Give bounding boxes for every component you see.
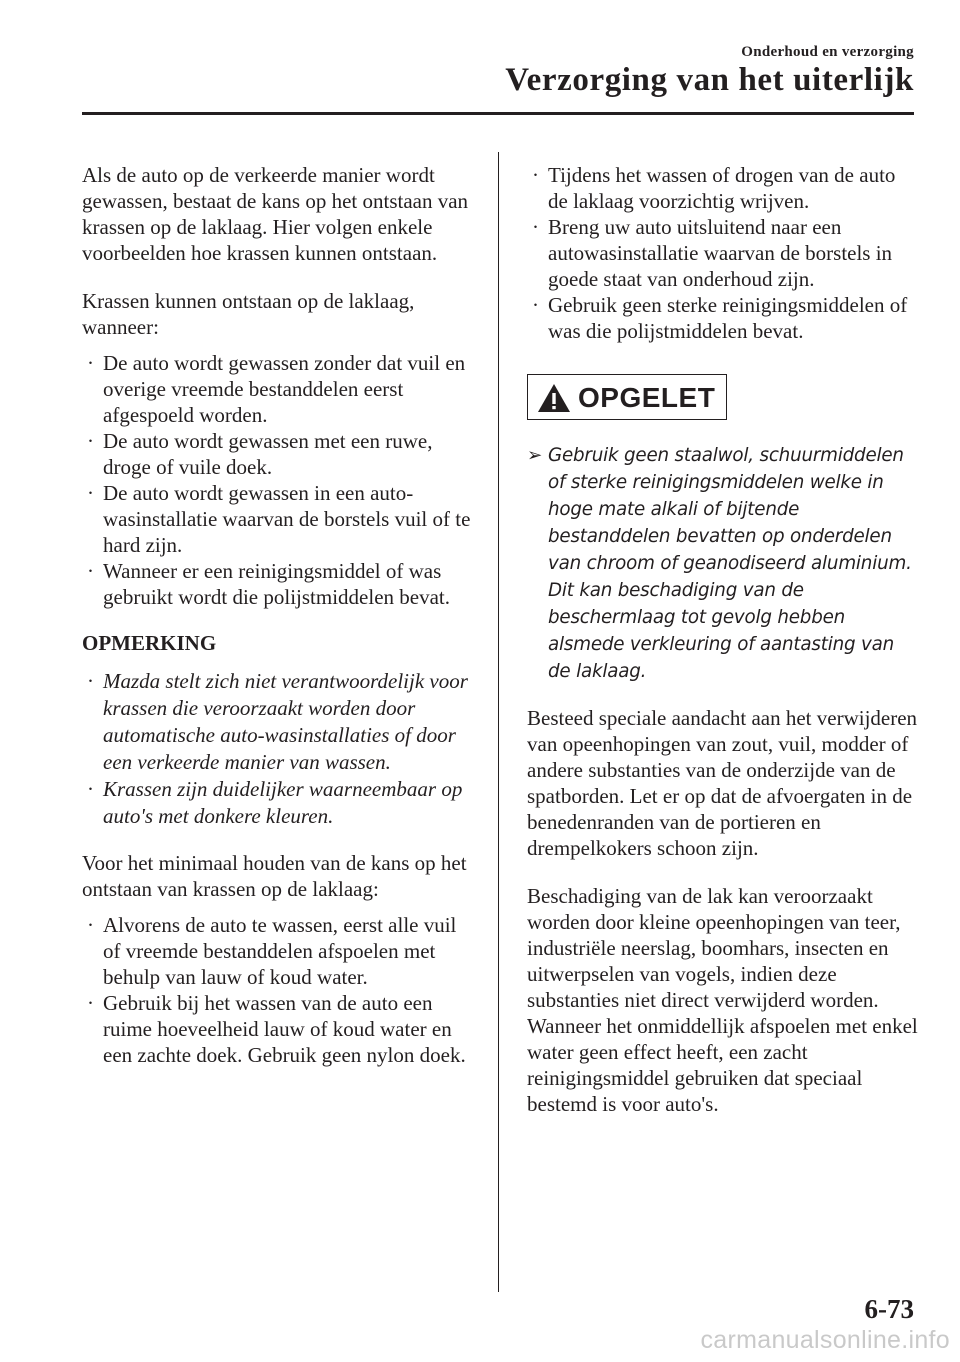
bullet-icon: · [87,481,94,505]
paint-damage-paragraph: Beschadiging van de lak kan veroorzaakt worden door kleine opeenhopingen van teer, industriële neerslag, boomhars, insecten en uitwerpselen van vogels, indien deze substanties niet direct verwijderd worden. Wanneer het onmiddellijk afspoelen met enkel water geen effect heeft, een zacht reinigingsmiddel gebruiken dat speciaal bestemd is voor auto's. [527,884,918,1116]
minimize-list [82,912,474,1068]
bullet-icon: · [87,777,94,801]
bullet-icon: · [87,559,94,583]
bullet-icon: · [87,669,94,693]
left-column [82,162,474,1088]
underbody-paragraph: Besteed speciale aandacht aan het verwijderen van opeenhopingen van zout, vuil, modder of andere substanties van de onderzijde van de spatborden. Let er op dat de afvoergaten in de benedenranden van de portieren en drempelkokers schoon zijn. [527,706,918,860]
list-item: · De auto wordt gewassen met een ruwe, droge of vuile doek. [87,429,433,479]
list-item: · De auto wordt gewassen in een auto-wasinstallatie waarvan de borstels vuil of te hard zijn. [87,481,471,557]
list-item: · Gebruik bij het wassen van de auto een ruime hoeveelheid lauw of koud water en een zachte doek. Gebruik geen nylon doek. [87,991,466,1067]
intro-paragraph: Als de auto op de verkeerde manier wordt gewassen, bestaat de kans op het ontstaan van krassen op de laklaag. Hier volgen enkele voorbeelden hoe krassen kunnen ontstaan. [82,163,469,265]
bullet-icon: · [87,351,94,375]
warning-triangle-icon [537,383,571,413]
bullet-icon: · [87,991,94,1015]
arrow-bullet-icon: ➢ [527,445,543,466]
minimize-paragraph: Voor het minimaal houden van de kans op het ontstaan van krassen op de laklaag: [82,851,467,901]
list-item: · Gebruik geen sterke reinigingsmiddelen of was die polijstmiddelen bevat. [532,293,908,343]
bullet-icon: · [532,163,539,187]
list-item: · Breng uw auto uitsluitend naar een autowasinstallatie waarvan de borstels in goede staat van onderhoud zijn. [532,215,893,291]
note-item: · Mazda stelt zich niet verantwoordelijk voor krassen die veroorzaakt worden door automatische auto-wasinstallaties of door een verkeerde manier van wassen. [87,669,468,774]
header-rule [82,112,914,115]
scratch-causes-list [82,350,474,610]
watermark: carmanualsonline.info [700,1326,950,1354]
page-title: Verzorging van het uiterlijk [505,62,914,98]
bullet-icon: · [532,215,539,239]
column-divider [498,152,499,1292]
caution-label: OPGELET [578,382,716,413]
page-number: 6-73 [864,1294,914,1324]
note-item: · Krassen zijn duidelijker waarneembaar op auto's met donkere kleuren. [87,777,463,828]
caution-box [527,374,727,420]
bullet-icon: · [87,913,94,937]
list-item: · Alvorens de auto te wassen, eerst alle vuil of vreemde bestanddelen afspoelen met behulp van lauw of koud water. [87,913,457,989]
note-title: OPMERKING [82,631,217,655]
caution-item: ➢ Gebruik geen staalwol, schuurmiddelen of sterke reinigingsmiddelen welke in hoge mate alkali of bijtende bestanddelen bevatten op onderdelen van chroom of geanodiseerd aluminium. Dit kan beschadiging van de beschermlaag tot gevolg hebben alsmede verkleuring of aantasting van de laklaag. [527,442,919,685]
list-item: · Tijdens het wassen of drogen van de auto de laklaag voorzichtig wrijven. [532,163,896,213]
scratch-intro-paragraph: Krassen kunnen ontstaan op de laklaag, wanneer: [82,289,415,339]
washing-tips-list [527,162,919,344]
right-column [527,162,919,1117]
bullet-icon: · [532,293,539,317]
list-item: · De auto wordt gewassen zonder dat vuil en overige vreemde bestanddelen eerst afgespoeld worden. [87,351,466,427]
section-header: Onderhoud en verzorging [741,44,914,60]
list-item: · Wanneer er een reinigingsmiddel of was gebruikt wordt die polijstmiddelen bevat. [87,559,451,609]
bullet-icon: · [87,429,94,453]
notes-list [82,668,474,830]
